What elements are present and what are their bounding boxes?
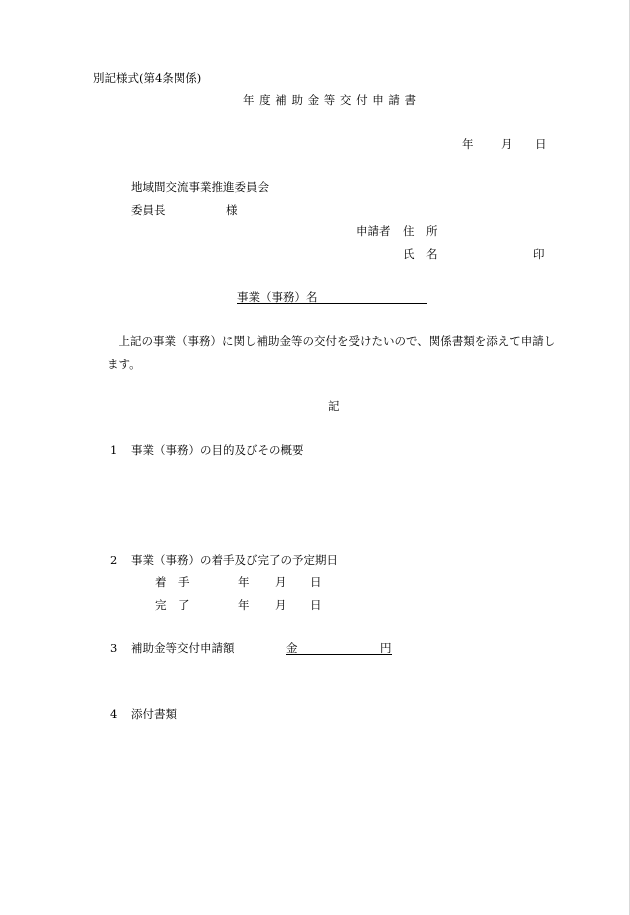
item2-label: 事業（事務）の着手及び完了の予定期日 xyxy=(131,553,338,567)
item3-amount-underline xyxy=(286,654,392,655)
item1-label: 事業（事務）の目的及びその概要 xyxy=(131,443,304,457)
item3-yen: 円 xyxy=(380,641,392,655)
date-month: 月 xyxy=(501,137,513,151)
date-day: 日 xyxy=(535,137,547,151)
item4-number: 4 xyxy=(110,707,118,721)
item2-end-label: 完 了 xyxy=(155,598,190,612)
item3-kin: 金 xyxy=(286,641,298,655)
applicant-seal: 印 xyxy=(533,247,545,261)
date-year: 年 xyxy=(462,137,474,151)
item2-end-year: 年 xyxy=(238,598,250,612)
ki-heading: 記 xyxy=(328,399,340,413)
item3-label: 補助金等交付申請額 xyxy=(131,641,235,655)
item2-end-month: 月 xyxy=(275,598,287,612)
item2-number: 2 xyxy=(110,553,118,567)
applicant-address-label: 住 所 xyxy=(403,224,438,238)
item2-end-day: 日 xyxy=(310,598,322,612)
project-name-label: 事業（事務）名 xyxy=(237,290,318,304)
item3-number: 3 xyxy=(110,641,118,655)
addressee-position: 委員長 xyxy=(131,203,166,217)
item2-start-label: 着 手 xyxy=(155,575,190,589)
project-name-underline xyxy=(237,303,427,304)
form-label: 別記様式(第4条関係) xyxy=(93,71,202,85)
document-title: 年 度 補 助 金 等 交 付 申 請 書 xyxy=(243,93,417,107)
item2-start-month: 月 xyxy=(275,575,287,589)
item4-label: 添付書類 xyxy=(131,707,177,721)
item1-number: 1 xyxy=(110,443,118,457)
applicant-label: 申請者 xyxy=(356,224,391,238)
body-text-line2: ます。 xyxy=(107,357,141,371)
body-text-line1: 上記の事業（事務）に関し補助金等の交付を受けたいので、関係書類を添えて申請し xyxy=(107,334,556,348)
applicant-name-label: 氏 名 xyxy=(403,247,438,261)
item2-start-day: 日 xyxy=(310,575,322,589)
addressee-honorific: 様 xyxy=(226,203,238,217)
addressee-organization: 地域間交流事業推進委員会 xyxy=(131,180,269,194)
item2-start-year: 年 xyxy=(238,575,250,589)
